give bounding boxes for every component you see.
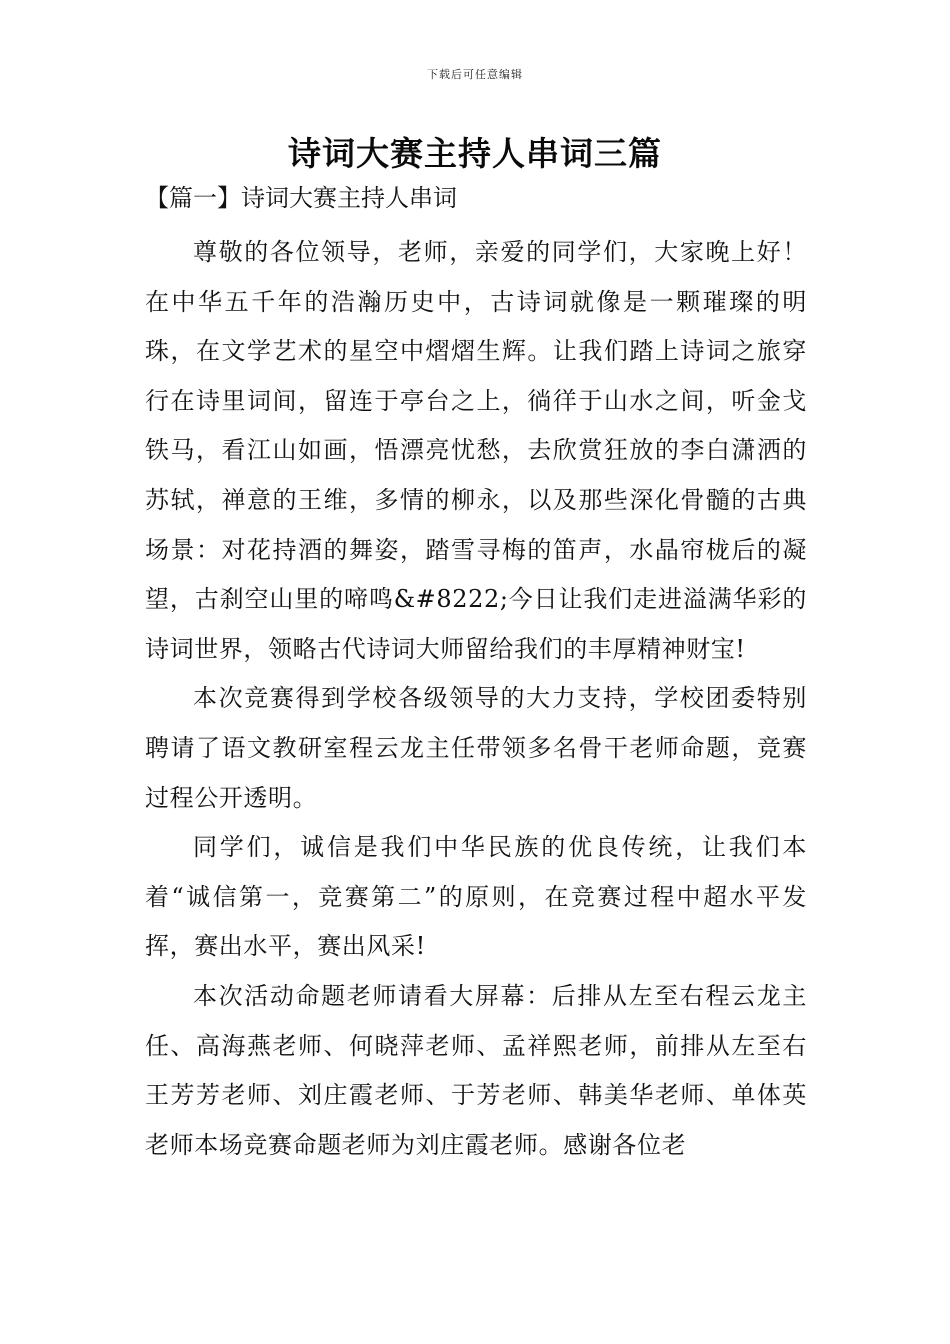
section-heading: 【篇一】诗词大赛主持人串词 bbox=[145, 184, 457, 212]
paragraph-3: 同学们，诚信是我们中华民族的优良传统，让我们本着“诚信第一，竞赛第二”的原则，在竞赛过程中超水平发挥，赛出水平，赛出风采! bbox=[145, 833, 807, 961]
paragraph-4: 本次活动命题老师请看大屏幕：后排从左至右程云龙主任、高海燕老师、何晓萍老师、孟祥熙老师，前排从左至右王芳芳老师、刘庄霞老师、于芳老师、韩美华老师、单体英老师本场竞赛命题老师为刘庄霞老师。感谢各位老 bbox=[145, 981, 807, 1159]
paragraph-1: 尊敬的各位领导，老师，亲爱的同学们，大家晚上好！在中华五千年的浩瀚历史中，古诗词就像是一颗璀璨的明珠，在文学艺术的星空中熠熠生辉。让我们踏上诗词之旅穿行在诗里词间，留连于亭台之上，徜徉于山水之间，听金戈铁马，看江山如画，悟漂亮忧愁，去欣赏狂放的李白潇洒的苏轼，禅意的王维，多情的柳永，以及那些深化骨髓的古典场景：对花持酒的舞姿，踏雪寻梅的笛声，水晶帘栊后的凝望，古刹空山里的啼鸣&#8222;今日让我们走进溢满华彩的诗词世界，领略古代诗词大师留给我们的丰厚精神财宝! bbox=[145, 238, 807, 663]
paragraph-2: 本次竞赛得到学校各级领导的大力支持，学校团委特别聘请了语文教研室程云龙主任带领多名骨干老师命题，竞赛过程公开透明。 bbox=[145, 684, 807, 812]
document-title: 诗词大赛主持人串词三篇 bbox=[288, 134, 662, 173]
header-note: 下载后可任意编辑 bbox=[427, 68, 523, 81]
body-text bbox=[145, 228, 807, 1170]
